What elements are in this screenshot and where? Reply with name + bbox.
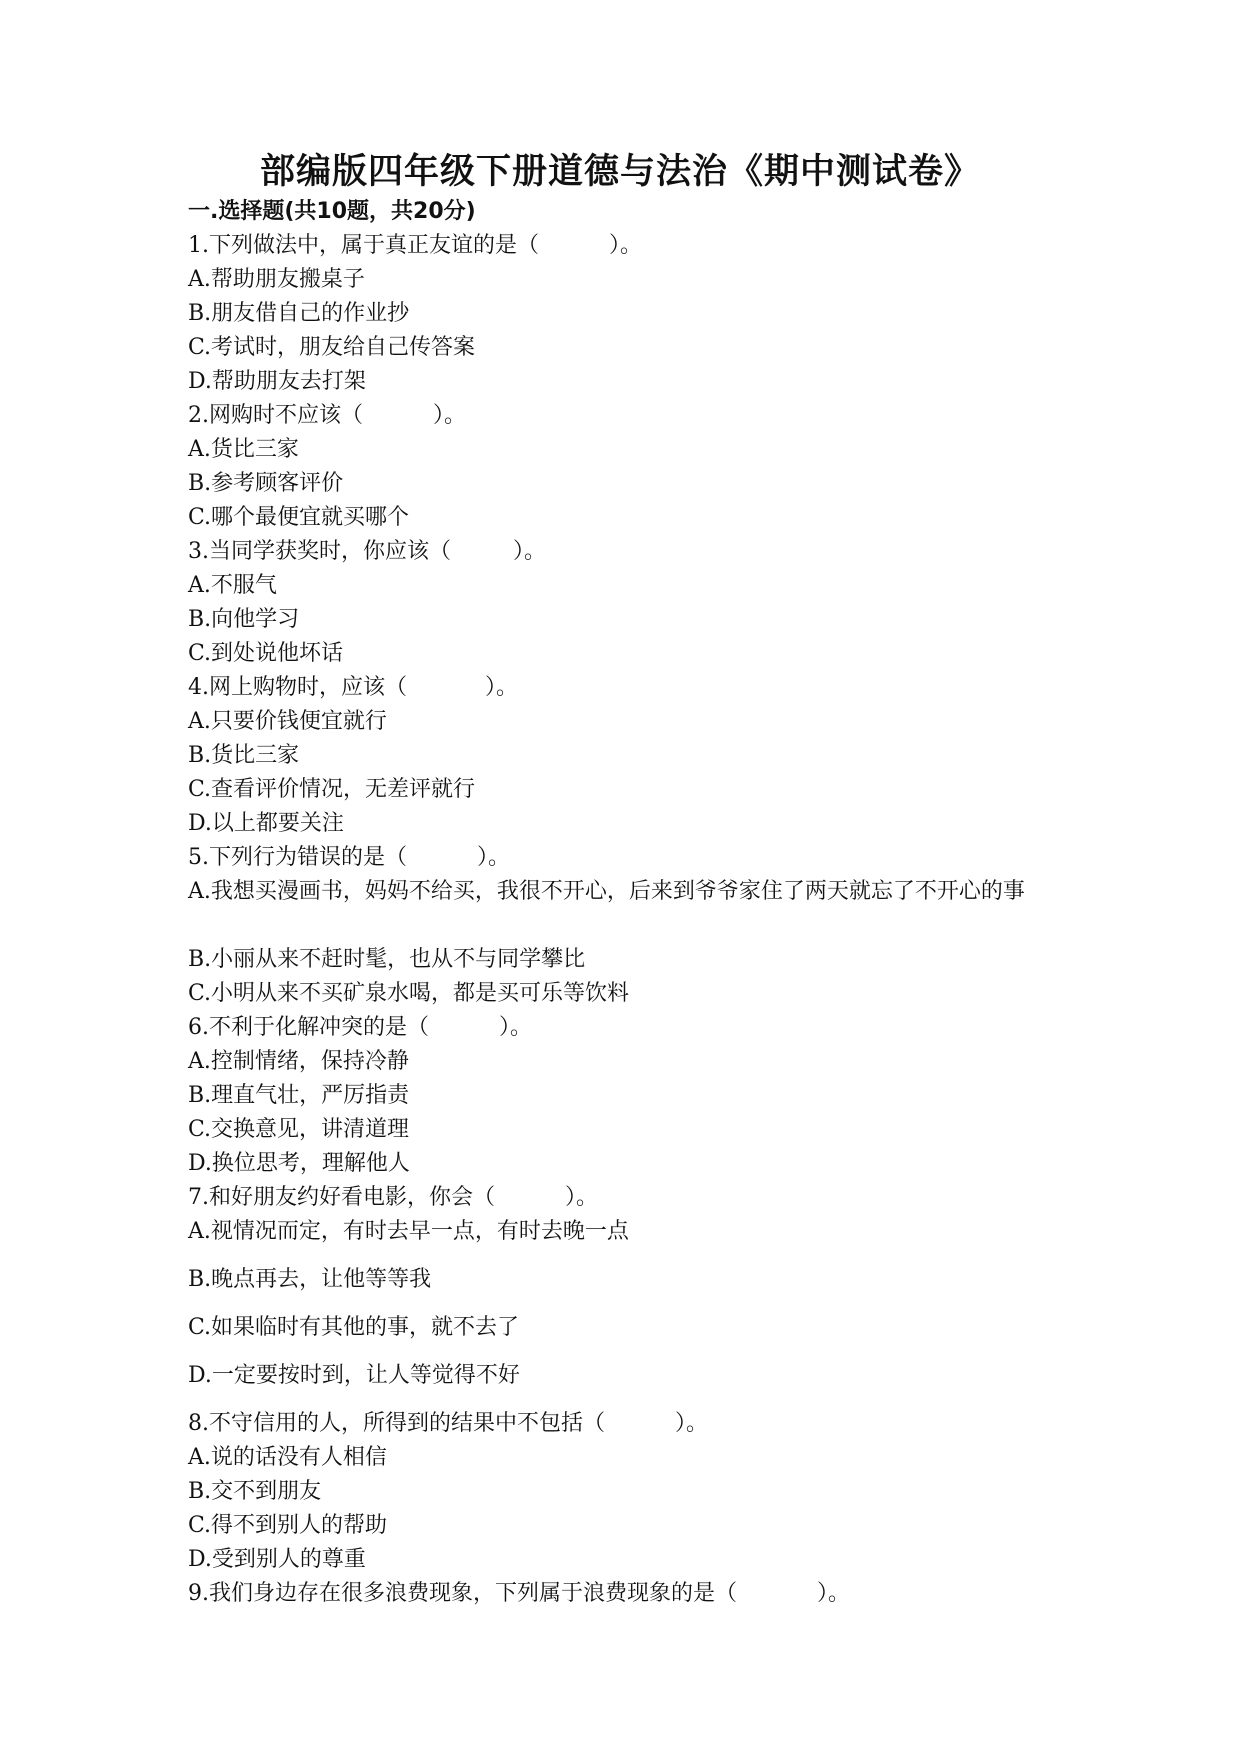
option: D.换位思考，理解他人 [188, 1151, 410, 1176]
question-stem: 9.我们身边存在很多浪费现象，下列属于浪费现象的是（ ）。 [188, 1581, 851, 1606]
option: D.以上都要关注 [188, 811, 344, 836]
option: C.查看评价情况，无差评就行 [188, 777, 476, 802]
question-stem: 6.不利于化解冲突的是（ ）。 [188, 1015, 533, 1040]
exam-title: 部编版四年级下册道德与法治《期中测试卷》 [259, 152, 980, 192]
option: D.受到别人的尊重 [188, 1547, 366, 1572]
question-stem: 2.网购时不应该（ ）。 [188, 403, 467, 428]
option: A.帮助朋友搬桌子 [188, 267, 365, 292]
question-stem: 8.不守信用的人，所得到的结果中不包括（ ）。 [188, 1411, 709, 1436]
option: B.参考顾客评价 [188, 471, 344, 496]
option: C.考试时，朋友给自己传答案 [188, 335, 476, 360]
section-header: 一.选择题(共10题，共20分) [188, 199, 476, 224]
option: A.视情况而定，有时去早一点，有时去晚一点 [188, 1219, 629, 1244]
option: D.帮助朋友去打架 [188, 369, 366, 394]
question-stem: 4.网上购物时，应该（ ）。 [188, 675, 519, 700]
option: C.到处说他坏话 [188, 641, 344, 666]
option: C.交换意见，讲清道理 [188, 1117, 410, 1142]
option: C.小明从来不买矿泉水喝，都是买可乐等饮料 [188, 981, 630, 1006]
question-stem: 3.当同学获奖时，你应该（ ）。 [188, 539, 547, 564]
question-stem: 1.下列做法中，属于真正友谊的是（ ）。 [188, 233, 643, 258]
option: A.控制情绪，保持冷静 [188, 1049, 409, 1074]
option: C.哪个最便宜就买哪个 [188, 505, 410, 530]
option: C.得不到别人的帮助 [188, 1513, 388, 1538]
option: A.说的话没有人相信 [188, 1445, 387, 1470]
option: B.向他学习 [188, 607, 300, 632]
option: B.理直气壮，严厉指责 [188, 1083, 410, 1108]
option: A.货比三家 [188, 437, 299, 462]
option: B.小丽从来不赶时髦，也从不与同学攀比 [188, 947, 586, 972]
option: B.交不到朋友 [188, 1479, 322, 1504]
option: A.不服气 [188, 573, 277, 598]
question-stem: 5.下列行为错误的是（ ）。 [188, 845, 511, 870]
question-stem: 7.和好朋友约好看电影，你会（ ）。 [188, 1185, 599, 1210]
option: A.我想买漫画书，妈妈不给买，我很不开心，后来到爷爷家住了两天就忘了不开心的事 [188, 879, 1025, 904]
option: C.如果临时有其他的事，就不去了 [188, 1315, 520, 1340]
option: B.晚点再去，让他等等我 [188, 1267, 432, 1292]
option: D.一定要按时到，让人等觉得不好 [188, 1363, 520, 1388]
option: B.货比三家 [188, 743, 300, 768]
option: B.朋友借自己的作业抄 [188, 301, 410, 326]
option: A.只要价钱便宜就行 [188, 709, 387, 734]
